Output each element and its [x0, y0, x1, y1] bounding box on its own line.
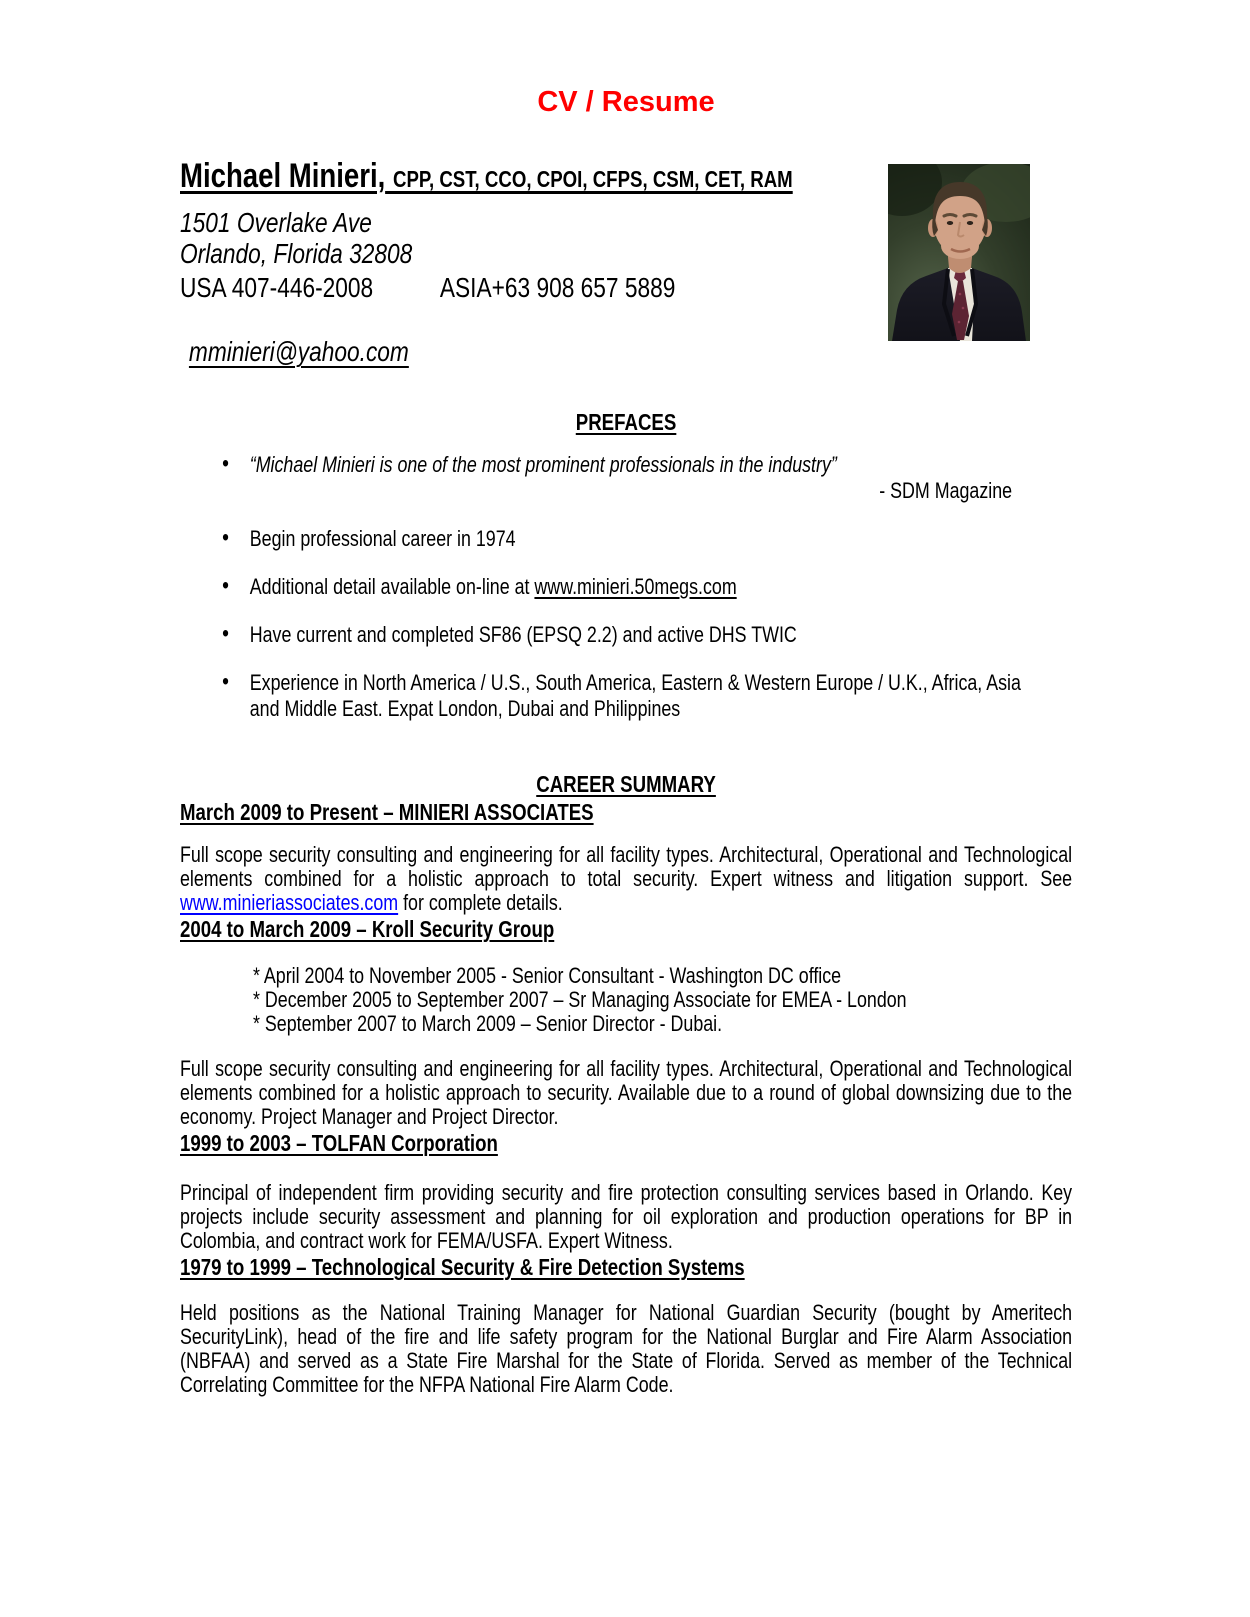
email-link[interactable]: mminieri@yahoo.com — [188, 336, 409, 367]
preface-experience-item: • Experience in North America / U.S., South America, Eastern & Western Europe / U.K., Africa, Asia and Middle East. Expat London, Dubai and Philippines — [180, 670, 1072, 722]
phone-line — [180, 272, 1072, 303]
phone-usa: USA 407-446-2008 — [180, 272, 374, 303]
position-line-1: * April 2004 to November 2005 - Senior Consultant - Washington DC office — [252, 963, 842, 988]
name-line — [180, 156, 1072, 199]
page-title: CV / Resume — [537, 86, 715, 118]
job-description-tolfan: Principal of independent firm providing security and fire protection consulting services based in Orlando. Key projects include security assessment and planning for oil exploration and production operations for BP in Colombia, and contract work for FEMA/USFA. Expert Witness. — [180, 1180, 1073, 1253]
career-summary-heading: CAREER SUMMARY — [536, 771, 716, 797]
job-heading-minieri-associates: March 2009 to Present – MINIERI ASSOCIATES — [180, 799, 594, 825]
job0-text-after-link: for complete details. — [398, 890, 563, 915]
position-line-2: * December 2005 to September 2007 – Sr Managing Associate for EMEA - London — [252, 987, 907, 1012]
website-link-minieriassociates[interactable]: www.minieriassociates.com — [180, 890, 399, 915]
kroll-positions-list — [180, 964, 1072, 1036]
document-content — [180, 0, 1072, 1397]
job-description-kroll: Full scope security consulting and engineering for all facility types. Architectural, Operational and Technological elements combined for a holistic approach to security. Available due to a round of global downsizing due to the economy. Project Manager and Project Director. — [180, 1056, 1073, 1129]
preface-quote-item — [180, 452, 1072, 504]
contact-block — [180, 156, 1072, 1397]
address-line-1: 1501 Overlake Ave — [180, 207, 372, 238]
phone-asia: ASIA+63 908 657 5889 — [439, 272, 676, 303]
job0-text-before-link: Full scope security consulting and engineering for all facility types. Architectural, Operational and Technological elements combined for a holistic approach to total security. Expert witness and litigation support. See — [180, 842, 1073, 891]
credentials: CPP, CST, CCO, CPOI, CFPS, CSM, CET, RAM — [393, 166, 793, 192]
job-description-minieri-associates — [180, 843, 1072, 915]
job-heading-technological-security: 1979 to 1999 – Technological Security & Fire Detection Systems — [180, 1254, 745, 1280]
job-heading-kroll: 2004 to March 2009 – Kroll Security Group — [180, 916, 555, 942]
preface-online-detail-text: Additional detail available on-line at — [249, 574, 535, 599]
prefaces-heading: PREFACES — [575, 409, 677, 435]
prefaces-list — [180, 452, 1072, 722]
website-link-50megs[interactable]: www.minieri.50megs.com — [534, 574, 737, 599]
person-name: Michael Minieri, — [180, 157, 386, 195]
preface-quote: “Michael Minieri is one of the most prominent professionals in the industry” — [249, 452, 837, 477]
preface-online-detail-item — [180, 574, 1072, 600]
email-line — [180, 336, 1072, 367]
job-description-technological-security: Held positions as the National Training Manager for National Guardian Security (bought by Ameritech SecurityLink), head of the fire and life safety program for the National Burglar and Fire Alarm Association (NBFAA) and served as a State Fire Marshal for the State of Florida. Served as member of the Technical Correlating Committee for the NFPA National Fire Alarm Code. — [180, 1300, 1073, 1397]
address-line-2: Orlando, Florida 32808 — [180, 238, 413, 269]
quote-attribution: - SDM Magazine — [879, 478, 1013, 503]
position-line-3: * September 2007 to March 2009 – Senior Director - Dubai. — [252, 1011, 723, 1036]
preface-career-start-item: • Begin professional career in 1974 — [180, 526, 1072, 552]
preface-clearance-item: • Have current and completed SF86 (EPSQ 2.2) and active DHS TWIC — [180, 622, 1072, 648]
job-heading-tolfan: 1999 to 2003 – TOLFAN Corporation — [180, 1130, 498, 1156]
